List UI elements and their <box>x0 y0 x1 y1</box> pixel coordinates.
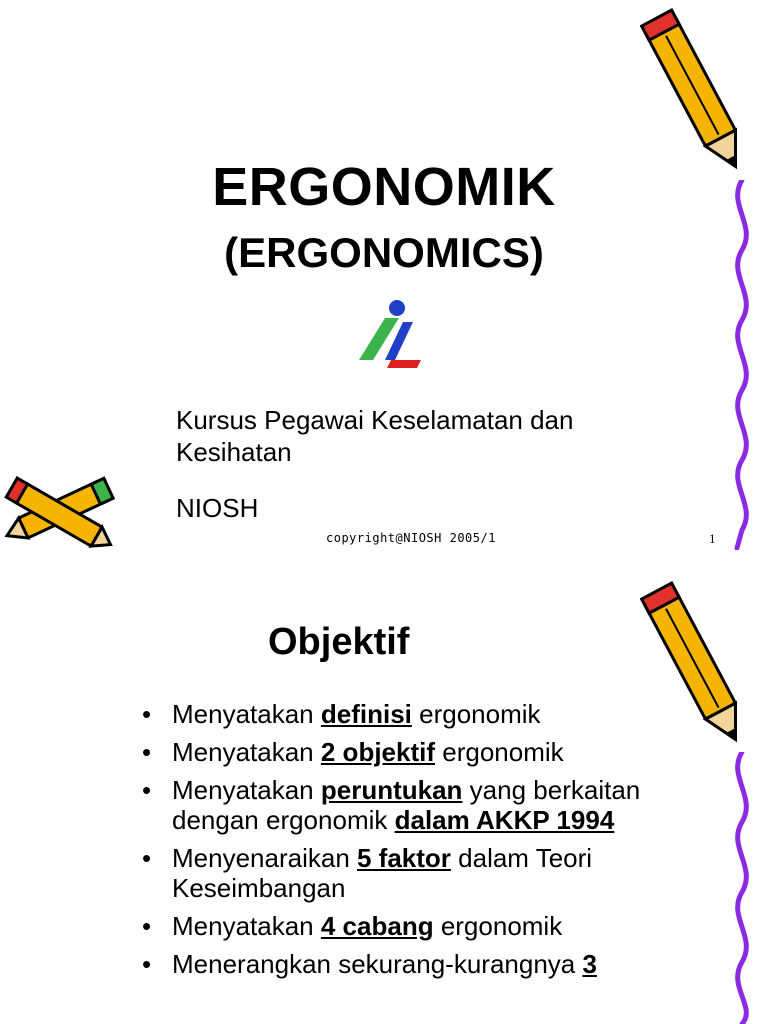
slide-title: Objektif <box>268 621 410 663</box>
niosh-logo <box>355 298 425 370</box>
list-item: • Menyatakan definisi ergonomik <box>140 699 700 729</box>
pencil-icon <box>640 4 755 184</box>
squiggle-decoration <box>722 752 762 1024</box>
crossed-pencils-icon <box>0 462 120 560</box>
slide-2 <box>0 577 768 1024</box>
organization-name: NIOSH <box>176 493 259 523</box>
page-number: 1 <box>709 531 716 546</box>
course-name: Kursus Pegawai Keselamatan dan Kesihatan <box>176 405 574 467</box>
objective-list <box>140 699 700 987</box>
copyright-text: copyright@NIOSH 2005/1 <box>326 531 496 545</box>
list-item: • Menyatakan 4 cabang ergonomik <box>140 911 700 941</box>
slide-title: ERGONOMIK <box>212 157 556 217</box>
list-item: • Menerangkan sekurang-kurangnya 3 <box>140 949 700 979</box>
list-item: • Menyenaraikan 5 faktor dalam Teori Keseimbangan <box>140 843 700 903</box>
list-item: • Menyatakan peruntukan yang berkaitan dengan ergonomik dalam AKKP 1994 <box>140 775 700 835</box>
slide-subtitle: (ERGONOMICS) <box>224 229 544 276</box>
list-item: • Menyatakan 2 objektif ergonomik <box>140 737 700 767</box>
